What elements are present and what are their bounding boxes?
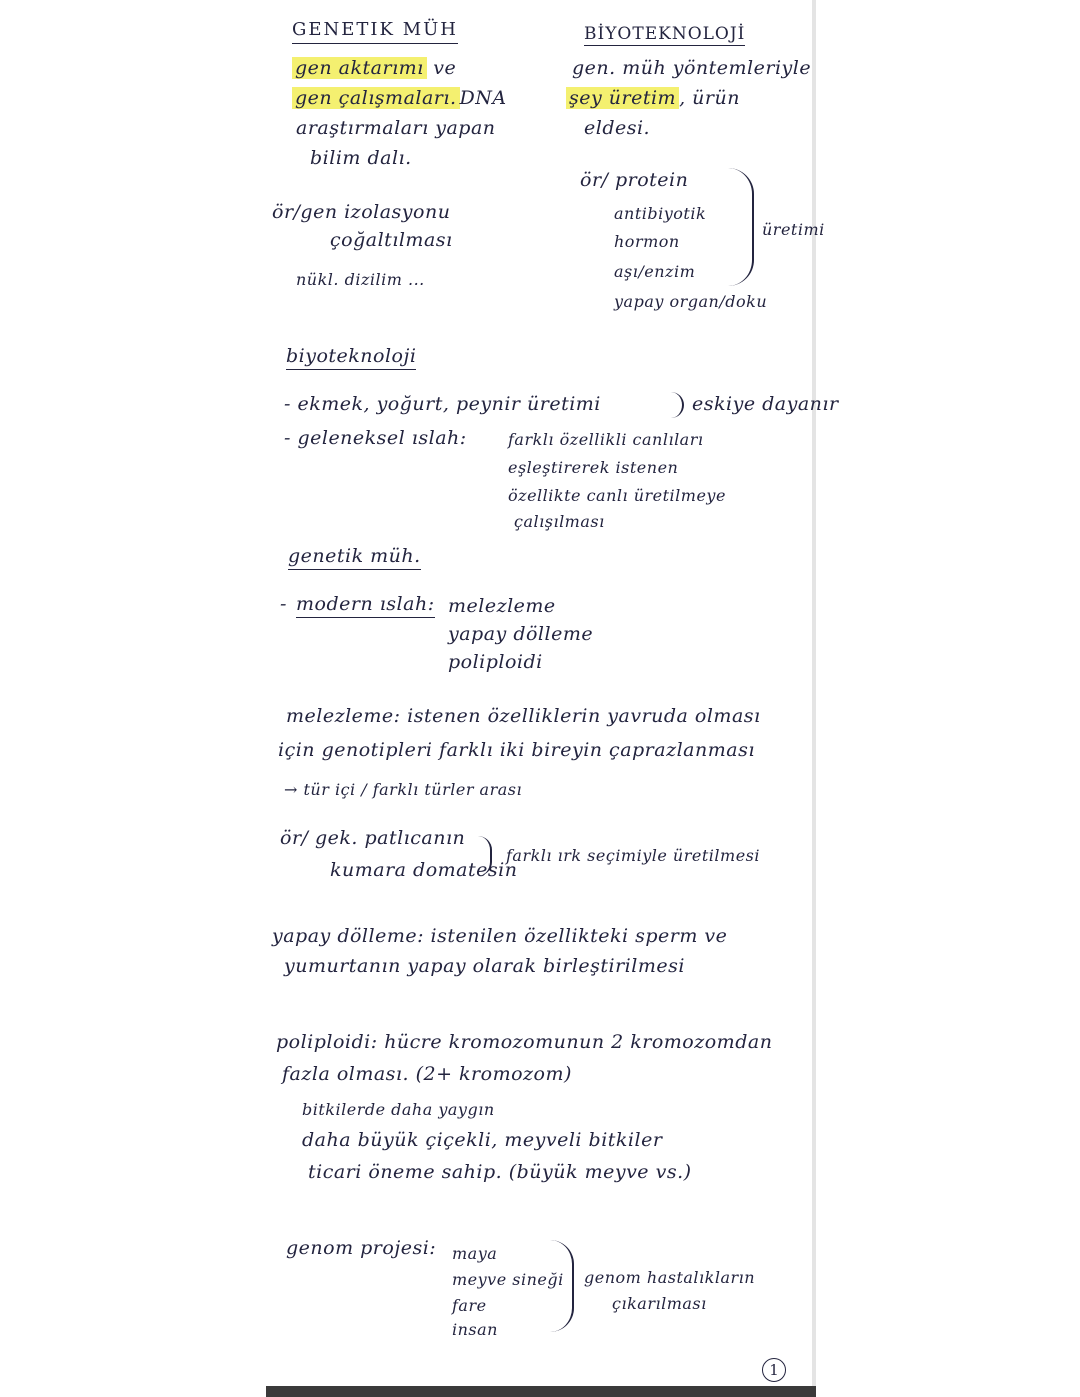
highlight-sey-uretim: şey üretim xyxy=(566,87,679,109)
poliploidi-line-3: bitkilerde daha yaygın xyxy=(302,1100,495,1119)
melezleme-example-right: farklı ırk seçimiyle üretilmesi xyxy=(506,846,760,865)
right-line-1: gen. müh yöntemleriyle xyxy=(572,57,812,79)
genom-item: insan xyxy=(452,1320,498,1339)
genom-item: maya xyxy=(452,1244,498,1263)
poliploidi-line-5: ticari öneme sahip. (büyük meyve vs.) xyxy=(308,1161,692,1183)
left-line-3: araştırmaları yapan xyxy=(296,117,496,139)
right-brace-label: üretimi xyxy=(762,220,825,239)
genom-right-2: çıkarılması xyxy=(612,1294,707,1313)
right-example-item: yapay organ/doku xyxy=(614,292,768,311)
right-example-item: hormon xyxy=(614,232,680,251)
melezleme-line-1: melezleme: istenen özelliklerin yavruda olması xyxy=(286,705,761,727)
poliploidi-line-2: fazla olması. (2+ kromozom) xyxy=(282,1063,572,1085)
biyoteknoloji-title xyxy=(584,22,745,46)
left-line-2-rest: DNA xyxy=(459,87,507,109)
melezleme-line-3: → tür içi / farklı türler arası xyxy=(284,780,523,799)
left-example-3: nükl. dizilim ... xyxy=(296,270,425,289)
highlight-gen-calismalari: gen çalışmaları. xyxy=(292,87,460,109)
highlight-gen-aktarimi: gen aktarımı xyxy=(292,57,427,79)
biyoteknoloji-title-text: BİYOTEKNOLOJİ xyxy=(584,24,746,44)
melezleme-line-2: için genotipleri farklı iki bireyin çaprazlanması xyxy=(278,739,755,761)
yapay-line-1: yapay dölleme: istenilen özellikteki sperm ve xyxy=(272,925,728,947)
right-line-3: eldesi. xyxy=(584,117,651,139)
right-example-item: aşı/enzim xyxy=(614,262,696,281)
modern-item: melezleme xyxy=(448,595,556,617)
yapay-line-2: yumurtanın yapay olarak birleştirilmesi xyxy=(284,955,685,977)
paper-edge-right xyxy=(812,0,816,1397)
genom-right-1: genom hastalıkların xyxy=(584,1268,756,1287)
modern-item: yapay dölleme xyxy=(448,623,594,645)
melezleme-example-2: kumara domatesin xyxy=(330,859,518,881)
biotech-line-2-text: farklı özellikli canlıları xyxy=(508,430,704,449)
background-left xyxy=(0,0,266,1397)
genmuh-heading: genetik müh. xyxy=(288,544,421,570)
melezleme-example-1: ör/ gek. patlıcanın xyxy=(280,827,466,849)
biotech-line-2-text: eşleştirerek istenen xyxy=(508,458,679,477)
biotech-heading: biyoteknoloji xyxy=(286,344,416,370)
modern-item: poliploidi xyxy=(448,651,543,673)
right-line-2-rest: , ürün xyxy=(679,87,740,109)
genom-brace xyxy=(550,1240,574,1332)
biotech-line-1: - ekmek, yoğurt, peynir üretimi xyxy=(284,393,601,415)
right-example-item: antibiyotik xyxy=(614,204,707,223)
modern-islah-dash: - xyxy=(280,593,287,615)
right-line-2 xyxy=(566,86,740,110)
left-line-1 xyxy=(292,56,456,80)
poliploidi-line-1: poliploidi: hücre kromozomunun 2 kromozomdan xyxy=(276,1031,773,1053)
genom-label: genom projesi: xyxy=(286,1237,437,1259)
page-number: 1 xyxy=(762,1358,786,1382)
left-line-4: bilim dalı. xyxy=(310,147,412,169)
left-example-1: ör/gen izolasyonu xyxy=(272,201,451,223)
genom-item: fare xyxy=(452,1296,487,1315)
poliploidi-line-4: daha büyük çiçekli, meyveli bitkiler xyxy=(302,1129,663,1151)
paper-edge-bottom xyxy=(266,1386,816,1397)
biotech-line-2-text: çalışılması xyxy=(514,512,605,531)
genom-item: meyve sineği xyxy=(452,1270,564,1289)
biotech-line-2-label: - geleneksel ıslah: xyxy=(284,427,467,449)
left-example-2: çoğaltılması xyxy=(330,229,453,251)
left-line-2 xyxy=(292,86,507,110)
right-example-prefix: ör/ protein xyxy=(580,169,689,191)
genetik-muh-title: GENETIK MÜH xyxy=(292,18,458,44)
left-line-1-rest: ve xyxy=(426,57,457,79)
biotech-line-1-brace-text: eskiye dayanır xyxy=(692,393,839,415)
biotech-line-2-text: özellikte canlı üretilmeye xyxy=(508,486,726,505)
modern-islah-label: modern ıslah: xyxy=(296,592,435,618)
right-brace xyxy=(728,168,754,286)
